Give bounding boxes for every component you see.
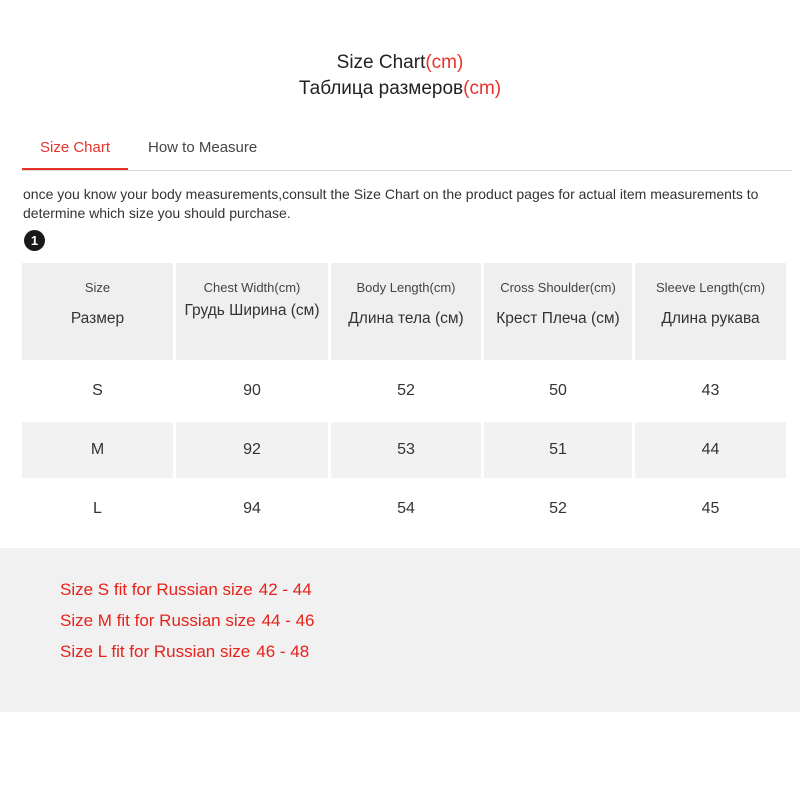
- header-cross-shoulder: [484, 263, 632, 360]
- cell-sleeve-length: 45: [635, 481, 786, 537]
- cell-cross-shoulder: 52: [484, 481, 632, 537]
- header-body-length-ru: Длина тела (см): [348, 310, 464, 327]
- title-russian-unit: (cm): [463, 78, 502, 99]
- title-russian: [0, 76, 800, 102]
- note-size-s-range: 42 - 44: [258, 580, 312, 599]
- note-size-l-range: 46 - 48: [256, 642, 310, 661]
- header-cross-shoulder-en: Cross Shoulder(cm): [500, 280, 616, 295]
- size-chart-title: [0, 50, 800, 102]
- header-sleeve-length-en: Sleeve Length(cm): [655, 280, 766, 295]
- header-sleeve-length: [635, 263, 786, 360]
- header-body-length-en: Body Length(cm): [356, 280, 456, 295]
- table-header-row: [22, 263, 786, 363]
- cell-sleeve-length: 44: [635, 422, 786, 478]
- cell-size: L: [22, 481, 173, 537]
- header-size-ru: Размер: [70, 310, 125, 327]
- step-number-badge: 1: [24, 230, 45, 251]
- cell-sleeve-length: 43: [635, 363, 786, 419]
- cell-body-length: 54: [331, 481, 481, 537]
- note-size-l: [60, 642, 309, 662]
- table-row: [22, 422, 786, 481]
- header-sleeve-length-ru: Длина рукава: [661, 310, 760, 327]
- table-row: [22, 363, 786, 422]
- title-english-unit: (cm): [425, 52, 464, 73]
- table-row: [22, 481, 786, 540]
- cell-size: S: [22, 363, 173, 419]
- intro-text: once you know your body measurements,consult the Size Chart on the product pages for actual item measurements to determine which size you should purchase.: [23, 186, 759, 221]
- note-size-s: [60, 580, 312, 600]
- title-english-text: Size Chart: [336, 52, 426, 73]
- cell-chest-width: 94: [176, 481, 328, 537]
- header-chest-width: [176, 263, 328, 360]
- title-english: [0, 50, 800, 76]
- header-size: [22, 263, 173, 360]
- note-size-l-text: Size L fit for Russian size: [60, 642, 251, 661]
- header-size-en: Size: [84, 280, 111, 295]
- size-table: [22, 263, 786, 540]
- cell-cross-shoulder: 51: [484, 422, 632, 478]
- note-size-m: [60, 611, 315, 631]
- cell-body-length: 52: [331, 363, 481, 419]
- header-chest-width-en: Chest Width(cm): [203, 280, 301, 295]
- header-cross-shoulder-ru: Крест Плеча (см): [496, 310, 620, 327]
- header-chest-width-ru: Грудь Ширина (см): [184, 302, 320, 319]
- header-body-length: [331, 263, 481, 360]
- title-russian-text: Таблица размеров: [298, 78, 464, 99]
- russian-size-notes: [0, 548, 800, 712]
- cell-chest-width: 90: [176, 363, 328, 419]
- note-size-m-text: Size M fit for Russian size: [60, 611, 256, 630]
- tab-bar: [22, 132, 792, 171]
- note-size-s-text: Size S fit for Russian size: [60, 580, 253, 599]
- note-size-m-range: 44 - 46: [261, 611, 315, 630]
- cell-cross-shoulder: 50: [484, 363, 632, 419]
- cell-size: M: [22, 422, 173, 478]
- tab-size-chart[interactable]: Size Chart: [22, 138, 128, 170]
- cell-chest-width: 92: [176, 422, 328, 478]
- tab-how-to-measure[interactable]: How to Measure: [148, 139, 258, 156]
- cell-body-length: 53: [331, 422, 481, 478]
